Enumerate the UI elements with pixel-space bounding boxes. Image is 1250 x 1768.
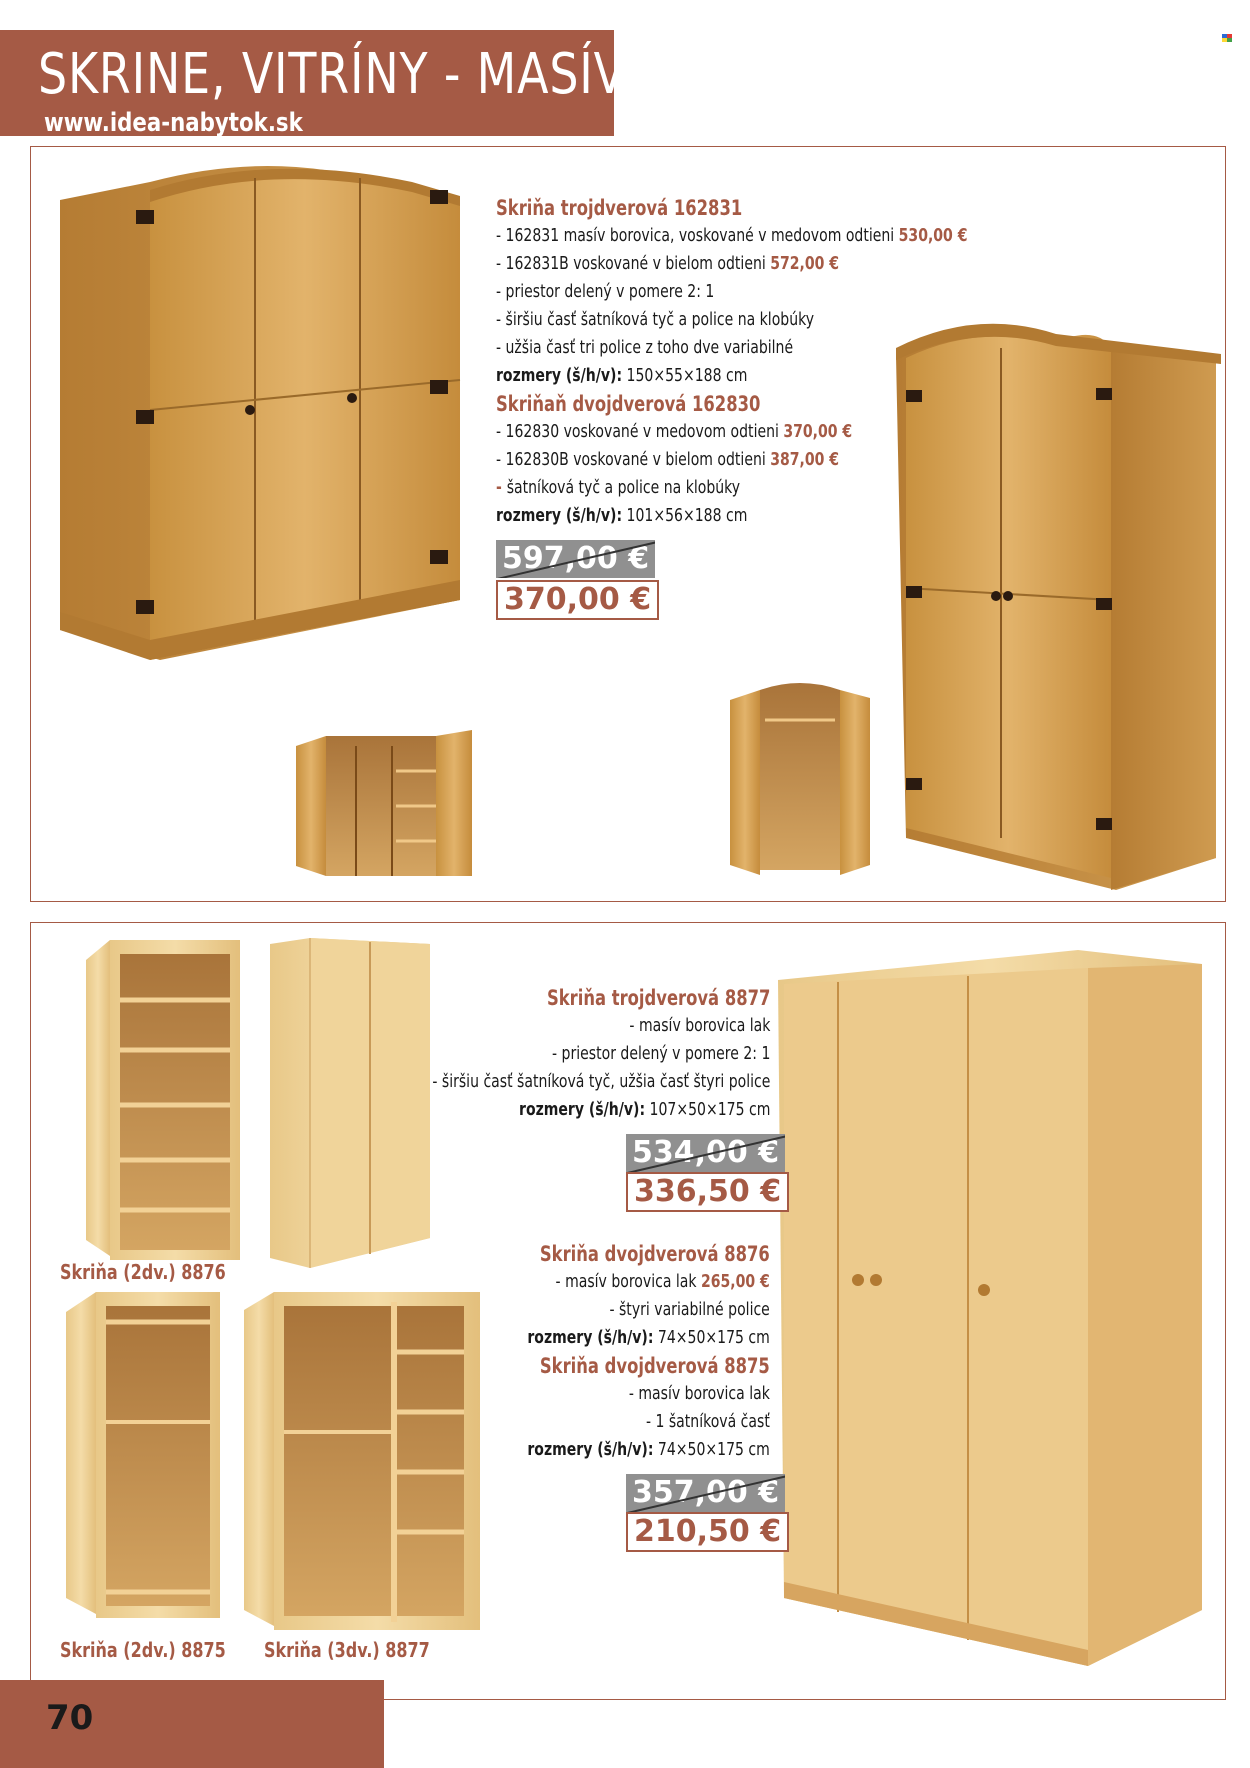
- product-162830-line-2: - 162830B voskované v bielom odtieni 387,00 €: [496, 449, 840, 470]
- product-162831-line-2: - 162831B voskované v bielom odtieni 572,00 €: [496, 253, 840, 274]
- wardrobe-8875-image: [66, 1292, 222, 1618]
- product-162831-line-5: - užšia časť tri police z toho dve variabilné: [496, 337, 794, 358]
- product-8877-line-3: - širšiu časť šatníková tyč, užšia časť štyri police: [431, 1071, 770, 1092]
- product-8877-name: Skriňa trojdverová 8877: [546, 986, 770, 1010]
- caption-8875: Skriňa (2dv.) 8875: [60, 1638, 226, 1662]
- wardrobe-8876-closed-image: [270, 938, 430, 1268]
- wardrobe-162830-open-image: [730, 680, 870, 880]
- product-8877-description: [432, 984, 770, 1124]
- caption-8876: Skriňa (2dv.) 8876: [60, 1260, 226, 1284]
- caption-8877: Skriňa (3dv.) 8877: [264, 1638, 430, 1662]
- wardrobe-8877-open-image: [244, 1292, 480, 1630]
- product-8876-line-1: - masív borovica lak 265,00 €: [555, 1271, 770, 1292]
- product-8876-line-2: - štyri variabilné police: [609, 1299, 770, 1320]
- product-8876-8875-description: [528, 1240, 770, 1464]
- page-number: 70: [46, 1698, 94, 1738]
- old-price-162830: 597,00 €: [496, 540, 655, 578]
- product-162831-dimensions: rozmery (š/h/v): 150×55×188 cm: [496, 365, 748, 386]
- new-price-162830: 370,00 €: [496, 580, 659, 620]
- new-price-8877: 336,50 €: [626, 1172, 789, 1212]
- product-8877-dimensions: rozmery (š/h/v): 107×50×175 cm: [518, 1099, 770, 1120]
- product-162830-dimensions: rozmery (š/h/v): 101×56×188 cm: [496, 505, 748, 526]
- flag-icon: [1222, 34, 1232, 42]
- product-8875-name: Skriňa dvojdverová 8875: [540, 1354, 770, 1378]
- product-162831-description: [496, 194, 967, 530]
- product-8875-line-1: - masív borovica lak: [629, 1383, 770, 1404]
- wardrobe-8876-image: [86, 940, 242, 1260]
- product-8877-line-1: - masív borovica lak: [629, 1015, 770, 1036]
- new-price-8875: 210,50 €: [626, 1512, 789, 1552]
- product-8876-name: Skriňa dvojdverová 8876: [540, 1242, 770, 1266]
- product-162830-line-3: - šatníková tyč a police na klobúky: [496, 477, 741, 498]
- product-8876-dimensions: rozmery (š/h/v): 74×50×175 cm: [527, 1327, 770, 1348]
- old-price-8877: 534,00 €: [626, 1134, 785, 1172]
- wardrobe-8877-image: [778, 950, 1202, 1666]
- product-162831-line-4: - širšiu časť šatníková tyč a police na klobúky: [496, 309, 815, 330]
- wardrobe-162831-open-image: [296, 726, 472, 886]
- page-title: SKRINE, VITRÍNY - MASÍV: [38, 42, 626, 107]
- product-8877-line-2: - priestor delený v pomere 2: 1: [551, 1043, 770, 1064]
- product-162830-name: Skriňaň dvojdverová 162830: [496, 392, 761, 416]
- product-162831-line-1: - 162831 masív borovica, voskované v medovom odtieni 530,00 €: [496, 225, 968, 246]
- product-162830-line-1: - 162830 voskované v medovom odtieni 370,00 €: [496, 421, 853, 442]
- product-8875-dimensions: rozmery (š/h/v): 74×50×175 cm: [527, 1439, 770, 1460]
- product-162831-name: Skriňa trojdverová 162831: [496, 196, 743, 220]
- old-price-8875: 357,00 €: [626, 1474, 785, 1512]
- product-8875-line-2: - 1 šatníková časť: [646, 1411, 770, 1432]
- wardrobe-162831-image: [40, 160, 470, 760]
- product-162831-line-3: - priestor delený v pomere 2: 1: [496, 281, 715, 302]
- website-link[interactable]: www.idea-nabytok.sk: [44, 108, 303, 138]
